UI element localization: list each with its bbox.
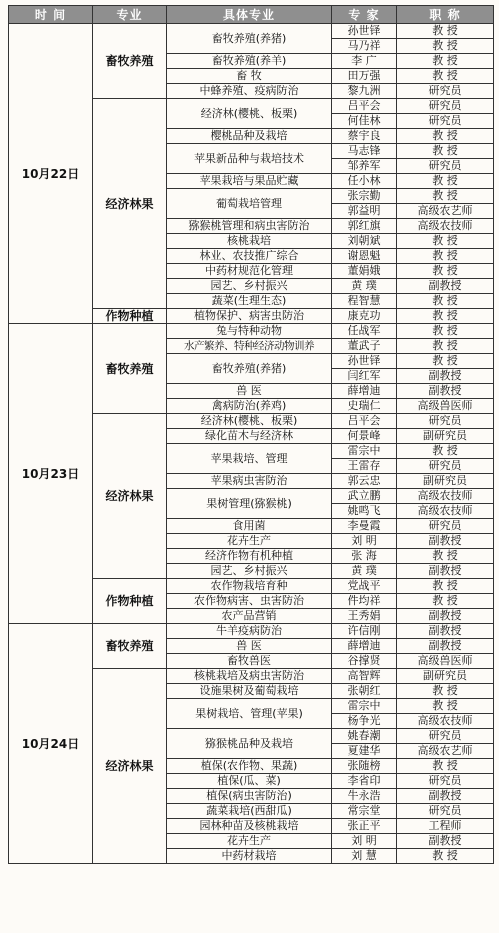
expert-cell: 程智慧 (332, 294, 397, 309)
specialty-cell: 樱桃品种及栽培 (167, 129, 332, 144)
title-cell: 研究员 (397, 774, 494, 789)
expert-cell: 马志锋 (332, 144, 397, 159)
specialty-cell: 兔与特种动物 (167, 324, 332, 339)
expert-cell: 黎九洲 (332, 84, 397, 99)
specialty-cell: 花卉生产 (167, 834, 332, 849)
category-cell: 作物种植 (93, 309, 167, 324)
title-cell: 教 授 (397, 699, 494, 714)
title-cell: 研究员 (397, 459, 494, 474)
expert-cell: 蔡宇良 (332, 129, 397, 144)
title-cell: 教 授 (397, 24, 494, 39)
specialty-cell: 食用菌 (167, 519, 332, 534)
title-cell: 教 授 (397, 234, 494, 249)
expert-cell: 郭益明 (332, 204, 397, 219)
expert-cell: 孙世铎 (332, 354, 397, 369)
specialty-cell: 兽 医 (167, 639, 332, 654)
expert-cell: 王雷存 (332, 459, 397, 474)
expert-cell: 谢恩魁 (332, 249, 397, 264)
specialty-cell: 植保(农作物、果蔬) (167, 759, 332, 774)
specialty-cell: 植保(病虫害防治) (167, 789, 332, 804)
category-cell: 经济林果 (93, 669, 167, 864)
expert-cell: 雷宗中 (332, 699, 397, 714)
title-cell: 工程师 (397, 819, 494, 834)
category-cell: 畜牧养殖 (93, 24, 167, 99)
specialty-cell: 苹果栽培与果品贮藏 (167, 174, 332, 189)
specialty-cell: 植物保护、病害虫防治 (167, 309, 332, 324)
category-cell: 畜牧养殖 (93, 324, 167, 414)
expert-cell: 何佳林 (332, 114, 397, 129)
expert-cell: 高智辉 (332, 669, 397, 684)
expert-cell: 郭红旗 (332, 219, 397, 234)
expert-cell: 张朝红 (332, 684, 397, 699)
expert-cell: 吕平会 (332, 414, 397, 429)
title-cell: 研究员 (397, 519, 494, 534)
title-cell: 研究员 (397, 99, 494, 114)
title-cell: 副教授 (397, 534, 494, 549)
table-row (9, 24, 494, 39)
title-cell: 高级兽医师 (397, 654, 494, 669)
title-cell: 教 授 (397, 189, 494, 204)
specialty-cell: 蔬菜(生理生态) (167, 294, 332, 309)
expert-cell: 件均祥 (332, 594, 397, 609)
specialty-cell: 园林种苗及核桃栽培 (167, 819, 332, 834)
title-cell: 高级农技师 (397, 489, 494, 504)
title-cell: 研究员 (397, 159, 494, 174)
specialty-cell: 兽 医 (167, 384, 332, 399)
title-cell: 研究员 (397, 84, 494, 99)
expert-cell: 薛增迪 (332, 639, 397, 654)
expert-cell: 黄 璞 (332, 564, 397, 579)
specialty-cell: 中蜂养殖、疫病防治 (167, 84, 332, 99)
title-cell: 教 授 (397, 294, 494, 309)
specialty-cell: 林业、农技推广综合 (167, 249, 332, 264)
expert-schedule-table (8, 5, 494, 864)
title-cell: 教 授 (397, 849, 494, 864)
title-cell: 教 授 (397, 144, 494, 159)
title-cell: 教 授 (397, 174, 494, 189)
title-cell: 副研究员 (397, 669, 494, 684)
title-cell: 教 授 (397, 759, 494, 774)
expert-cell: 杨争光 (332, 714, 397, 729)
title-cell: 高级农艺师 (397, 744, 494, 759)
title-cell: 高级农艺师 (397, 204, 494, 219)
expert-cell: 董武子 (332, 339, 397, 354)
specialty-cell: 禽病防治(养鸡) (167, 399, 332, 414)
expert-cell: 薛增迪 (332, 384, 397, 399)
expert-cell: 姚春潮 (332, 729, 397, 744)
expert-cell: 夏建华 (332, 744, 397, 759)
expert-cell: 吕平会 (332, 99, 397, 114)
specialty-cell: 农产品营销 (167, 609, 332, 624)
expert-cell: 康克功 (332, 309, 397, 324)
expert-cell: 董娟娥 (332, 264, 397, 279)
specialty-cell: 畜牧兽医 (167, 654, 332, 669)
title-cell: 副教授 (397, 639, 494, 654)
specialty-cell: 园艺、乡村振兴 (167, 564, 332, 579)
title-cell: 副教授 (397, 564, 494, 579)
date-cell: 10月24日 (9, 624, 93, 864)
expert-cell: 刘 明 (332, 534, 397, 549)
title-cell: 教 授 (397, 129, 494, 144)
title-cell: 研究员 (397, 114, 494, 129)
specialty-cell: 牛羊疫病防治 (167, 624, 332, 639)
date-cell: 10月22日 (9, 24, 93, 324)
table-row (9, 324, 494, 339)
specialty-cell: 畜牧养殖(养猪) (167, 354, 332, 384)
specialty-cell: 猕猴桃品种及栽培 (167, 729, 332, 759)
title-cell: 教 授 (397, 309, 494, 324)
expert-cell: 邹养军 (332, 159, 397, 174)
title-cell: 副教授 (397, 624, 494, 639)
specialty-cell: 中药材栽培 (167, 849, 332, 864)
header-date: 时 间 (9, 6, 93, 24)
category-cell: 作物种植 (93, 579, 167, 624)
specialty-cell: 畜牧养殖(养羊) (167, 54, 332, 69)
expert-cell: 李曼霞 (332, 519, 397, 534)
title-cell: 教 授 (397, 444, 494, 459)
header-specialty: 具体专业 (167, 6, 332, 24)
title-cell: 教 授 (397, 684, 494, 699)
title-cell: 副教授 (397, 609, 494, 624)
category-cell: 经济林果 (93, 99, 167, 309)
specialty-cell: 经济林(樱桃、板栗) (167, 99, 332, 129)
expert-cell: 雷宗中 (332, 444, 397, 459)
specialty-cell: 苹果新品种与栽培技术 (167, 144, 332, 174)
expert-cell: 黄 璞 (332, 279, 397, 294)
specialty-cell: 畜牧养殖(养猪) (167, 24, 332, 54)
specialty-cell: 果树管理(猕猴桃) (167, 489, 332, 519)
specialty-cell: 经济作物有机种植 (167, 549, 332, 564)
title-cell: 高级农技师 (397, 714, 494, 729)
title-cell: 教 授 (397, 339, 494, 354)
category-cell: 经济林果 (93, 414, 167, 579)
date-cell: 10月23日 (9, 324, 93, 624)
expert-cell: 何景峰 (332, 429, 397, 444)
expert-cell: 张随榜 (332, 759, 397, 774)
title-cell: 教 授 (397, 264, 494, 279)
specialty-cell: 畜 牧 (167, 69, 332, 84)
title-cell: 高级农技师 (397, 219, 494, 234)
title-cell: 高级农技师 (397, 504, 494, 519)
title-cell: 研究员 (397, 804, 494, 819)
title-cell: 副研究员 (397, 474, 494, 489)
title-cell: 副教授 (397, 789, 494, 804)
expert-cell: 刘 明 (332, 834, 397, 849)
specialty-cell: 花卉生产 (167, 534, 332, 549)
expert-cell: 马乃祥 (332, 39, 397, 54)
specialty-cell: 中药材规范化管理 (167, 264, 332, 279)
specialty-cell: 经济林(樱桃、板栗) (167, 414, 332, 429)
specialty-cell: 农作物病害、虫害防治 (167, 594, 332, 609)
title-cell: 教 授 (397, 549, 494, 564)
expert-cell: 史瑞仁 (332, 399, 397, 414)
specialty-cell: 核桃栽培及病虫害防治 (167, 669, 332, 684)
expert-cell: 武立鹏 (332, 489, 397, 504)
specialty-cell: 植保(瓜、菜) (167, 774, 332, 789)
expert-cell: 闫红军 (332, 369, 397, 384)
expert-cell: 刘朝斌 (332, 234, 397, 249)
specialty-cell: 果树栽培、管理(苹果) (167, 699, 332, 729)
specialty-cell: 蔬菜栽培(西甜瓜) (167, 804, 332, 819)
title-cell: 副研究员 (397, 429, 494, 444)
expert-cell: 任小林 (332, 174, 397, 189)
expert-cell: 许信刚 (332, 624, 397, 639)
specialty-cell: 苹果病虫害防治 (167, 474, 332, 489)
specialty-cell: 猕猴桃管理和病虫害防治 (167, 219, 332, 234)
expert-cell: 任战军 (332, 324, 397, 339)
title-cell: 教 授 (397, 594, 494, 609)
table-header (9, 6, 494, 24)
expert-cell: 王秀娟 (332, 609, 397, 624)
expert-cell: 张正平 (332, 819, 397, 834)
title-cell: 教 授 (397, 54, 494, 69)
specialty-cell: 苹果栽培、管理 (167, 444, 332, 474)
specialty-cell: 绿化苗木与经济林 (167, 429, 332, 444)
title-cell: 教 授 (397, 39, 494, 54)
expert-cell: 张 海 (332, 549, 397, 564)
header-title: 职 称 (397, 6, 494, 24)
title-cell: 教 授 (397, 579, 494, 594)
title-cell: 副教授 (397, 834, 494, 849)
title-cell: 研究员 (397, 729, 494, 744)
specialty-cell: 水产繁养、特种经济动物训养 (167, 339, 332, 354)
specialty-cell: 葡萄栽培管理 (167, 189, 332, 219)
expert-cell: 郭云忠 (332, 474, 397, 489)
title-cell: 高级兽医师 (397, 399, 494, 414)
specialty-cell: 农作物栽培育种 (167, 579, 332, 594)
expert-cell: 常宗堂 (332, 804, 397, 819)
expert-cell: 牛永浩 (332, 789, 397, 804)
title-cell: 副教授 (397, 369, 494, 384)
expert-cell: 刘 慧 (332, 849, 397, 864)
title-cell: 教 授 (397, 324, 494, 339)
title-cell: 副教授 (397, 384, 494, 399)
category-cell: 畜牧养殖 (93, 624, 167, 669)
expert-cell: 李省印 (332, 774, 397, 789)
table-body (9, 24, 494, 864)
expert-cell: 张宗勤 (332, 189, 397, 204)
expert-cell: 田万强 (332, 69, 397, 84)
expert-cell: 谷撑贤 (332, 654, 397, 669)
header-expert: 专 家 (332, 6, 397, 24)
expert-cell: 姚鸣飞 (332, 504, 397, 519)
header-category: 专业 (93, 6, 167, 24)
table-row (9, 624, 494, 639)
title-cell: 副教授 (397, 279, 494, 294)
expert-cell: 李 广 (332, 54, 397, 69)
expert-cell: 党战平 (332, 579, 397, 594)
specialty-cell: 核桃栽培 (167, 234, 332, 249)
title-cell: 研究员 (397, 414, 494, 429)
specialty-cell: 园艺、乡村振兴 (167, 279, 332, 294)
title-cell: 教 授 (397, 249, 494, 264)
title-cell: 教 授 (397, 69, 494, 84)
specialty-cell: 设施果树及葡萄栽培 (167, 684, 332, 699)
expert-cell: 孙世铎 (332, 24, 397, 39)
title-cell: 教 授 (397, 354, 494, 369)
